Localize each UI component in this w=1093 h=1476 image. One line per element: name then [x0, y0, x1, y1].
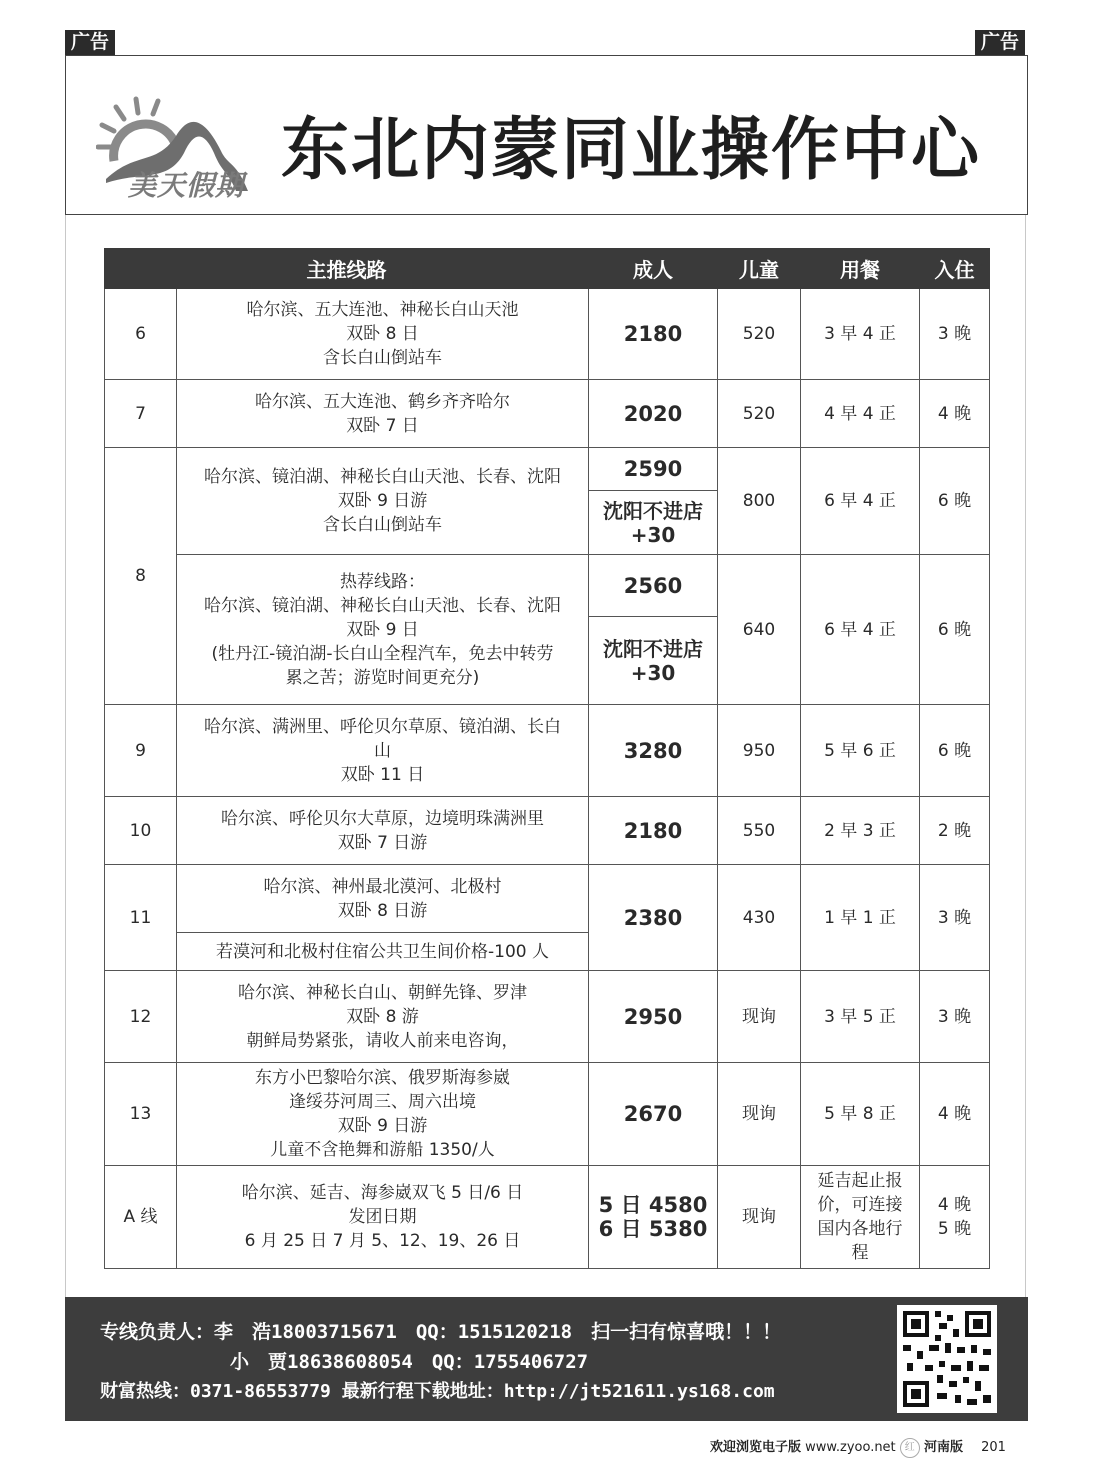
header-route: 主推线路	[105, 249, 589, 289]
stay-nights: 3 晚	[920, 289, 990, 380]
adult-price: 2560	[589, 555, 718, 617]
adult-price: 2180	[589, 797, 718, 865]
logo-text: 美天假期	[128, 169, 245, 202]
price-line: 6 日 5380	[598, 1217, 708, 1241]
route-description	[177, 555, 589, 705]
adult-price: 2020	[589, 380, 718, 448]
child-price: 640	[718, 555, 801, 705]
route-description	[177, 448, 589, 555]
bottom-bar	[710, 1436, 1006, 1458]
qr-code-icon[interactable]	[897, 1305, 997, 1413]
child-price: 430	[718, 865, 801, 971]
table-row	[105, 555, 990, 617]
meals	[801, 1166, 920, 1269]
price-note-line: +30	[630, 660, 676, 685]
route-description	[177, 1166, 589, 1269]
route-line: 东方小巴黎哈尔滨、俄罗斯海参崴	[255, 1068, 510, 1088]
route-line: 哈尔滨、神州最北漠河、北极村	[263, 876, 502, 897]
adult-price: 2180	[589, 289, 718, 380]
contact-line-1: 专线负责人：李 浩18003715671 QQ：1515120218 扫一扫有惊喜哦！！！	[100, 1321, 782, 1343]
price-note-line: 沈阳不进店	[603, 636, 703, 661]
child-price: 现询	[718, 971, 801, 1063]
adult-price	[589, 1166, 718, 1269]
stamp-icon: 红	[900, 1438, 920, 1458]
route-description	[177, 971, 589, 1063]
stay-nights: 6 晚	[920, 705, 990, 797]
route-line: 双卧 8 游	[346, 1006, 419, 1027]
table-row	[105, 971, 990, 1063]
child-price: 现询	[718, 1063, 801, 1166]
route-number: 11	[105, 865, 177, 971]
table-row	[105, 1063, 990, 1166]
route-line: 哈尔滨、五大连池、鹤乡齐齐哈尔	[255, 391, 510, 412]
route-description	[177, 797, 589, 865]
edition-label: 河南版	[923, 1440, 963, 1455]
stay-line: 4 晚	[937, 1195, 972, 1215]
meals-line: 国内各地行	[817, 1219, 903, 1239]
route-description	[177, 705, 589, 797]
table-row	[105, 705, 990, 797]
meals: 6 早 4 正	[801, 448, 920, 555]
meals: 5 早 8 正	[801, 1063, 920, 1166]
ad-tag-right: 广告	[975, 30, 1025, 55]
adult-price: 2590	[589, 448, 718, 491]
stay-nights: 3 晚	[920, 971, 990, 1063]
contact-line-2: 小 贾18638608054 QQ：1755406727	[230, 1351, 589, 1373]
child-price: 950	[718, 705, 801, 797]
route-line: 哈尔滨、延吉、海参崴双飞 5 日/6 日	[241, 1183, 524, 1203]
route-line: 哈尔滨、神秘长白山、朝鲜先锋、罗津	[238, 982, 527, 1003]
route-line: 发团日期	[348, 1207, 417, 1227]
route-number: 6	[105, 289, 177, 380]
stay-nights: 6 晚	[920, 448, 990, 555]
meals-line: 价，可连接	[817, 1195, 903, 1215]
route-description	[177, 289, 589, 380]
route-line: 双卧 7 日游	[337, 832, 428, 853]
route-number: 9	[105, 705, 177, 797]
table-header-row	[105, 249, 990, 289]
route-line: 朝鲜局势紧张，请收人前来电咨询，	[246, 1030, 519, 1051]
route-line: 6 月 25 日 7 月 5、12、19、26 日	[244, 1231, 521, 1251]
route-line: 双卧 7 日	[346, 415, 419, 436]
stay-nights: 2 晚	[920, 797, 990, 865]
route-line: (牡丹江-镜泊湖-长白山全程汽车，免去中转劳	[211, 643, 554, 664]
stay-nights: 3 晚	[920, 865, 990, 971]
stay-nights: 6 晚	[920, 555, 990, 705]
meals: 6 早 4 正	[801, 555, 920, 705]
routes-table	[104, 248, 990, 1269]
adult-price: 2670	[589, 1063, 718, 1166]
route-number: 7	[105, 380, 177, 448]
table-row	[105, 797, 990, 865]
route-line: 山	[374, 740, 391, 761]
route-number: 8	[105, 448, 177, 705]
adult-price: 2380	[589, 865, 718, 971]
stay-line: 5 晚	[937, 1219, 972, 1239]
meals: 5 早 6 正	[801, 705, 920, 797]
table-row	[105, 865, 990, 933]
stay-nights	[920, 1166, 990, 1269]
route-line: 双卧 8 日	[346, 324, 419, 344]
meals: 3 早 5 正	[801, 971, 920, 1063]
table-row	[105, 448, 990, 491]
welcome-text: 欢迎浏览电子版	[710, 1440, 802, 1455]
contact-footer	[65, 1297, 1028, 1421]
route-line: 哈尔滨、镜泊湖、神秘长白山天池、长春、沈阳	[204, 467, 561, 487]
price-note-line: +30	[630, 522, 676, 547]
header-meals: 用餐	[801, 249, 920, 289]
table-row	[105, 380, 990, 448]
meals: 1 早 1 正	[801, 865, 920, 971]
meals-line: 延吉起止报	[817, 1171, 903, 1191]
child-price: 520	[718, 289, 801, 380]
meals-line: 程	[851, 1243, 869, 1263]
adult-price-note	[589, 491, 718, 555]
site-link[interactable]: www.zyoo.net	[805, 1440, 896, 1455]
route-line: 逢绥芬河周三、周六出境	[289, 1092, 476, 1112]
route-description	[177, 865, 589, 933]
header-box	[65, 55, 1028, 215]
price-note-line: 沈阳不进店	[603, 498, 703, 523]
route-line: 哈尔滨、满洲里、呼伦贝尔草原、镜泊湖、长白	[204, 716, 561, 737]
route-note: 若漠河和北极村住宿公共卫生间价格-100 人	[177, 933, 589, 971]
stay-nights: 4 晚	[920, 1063, 990, 1166]
price-line: 5 日 4580	[598, 1193, 708, 1217]
child-price: 520	[718, 380, 801, 448]
meals: 4 早 4 正	[801, 380, 920, 448]
child-price: 550	[718, 797, 801, 865]
child-price: 现询	[718, 1166, 801, 1269]
route-line: 含长白山倒站车	[323, 348, 442, 368]
adult-price: 3280	[589, 705, 718, 797]
route-number: 10	[105, 797, 177, 865]
route-description	[177, 1063, 589, 1166]
route-number: 13	[105, 1063, 177, 1166]
header-adult: 成人	[589, 249, 718, 289]
route-line: 哈尔滨、五大连池、神秘长白山天池	[246, 300, 519, 320]
page-title: 东北内蒙同业操作中心	[281, 110, 982, 190]
contact-line-3: 财富热线：0371-86553779 最新行程下载地址：http://jt521611.ys168.com	[100, 1381, 775, 1402]
route-line: 双卧 9 日游	[337, 491, 428, 511]
adult-price: 2950	[589, 971, 718, 1063]
route-line: 儿童不含艳舞和游船 1350/人	[270, 1140, 495, 1160]
route-line: 双卧 9 日	[346, 619, 419, 640]
route-line: 哈尔滨、镜泊湖、神秘长白山天池、长春、沈阳	[204, 595, 561, 616]
header-stay: 入住	[920, 249, 990, 289]
route-line: 双卧 8 日游	[337, 900, 428, 921]
route-line: 热荐线路：	[340, 571, 425, 592]
route-description	[177, 380, 589, 448]
route-number: A 线	[105, 1166, 177, 1269]
ad-tag-left: 广告	[65, 30, 115, 55]
header-child: 儿童	[718, 249, 801, 289]
route-line: 含长白山倒站车	[323, 515, 442, 535]
route-number: 12	[105, 971, 177, 1063]
stay-nights: 4 晚	[920, 380, 990, 448]
meals: 2 早 3 正	[801, 797, 920, 865]
route-line: 双卧 9 日游	[337, 1116, 428, 1136]
route-line: 双卧 11 日	[340, 764, 425, 785]
adult-price-note	[589, 617, 718, 705]
route-line: 累之苦；游览时间更充分)	[285, 667, 480, 688]
table-row	[105, 289, 990, 380]
route-line: 哈尔滨、呼伦贝尔大草原，边境明珠满洲里	[221, 808, 544, 829]
child-price: 800	[718, 448, 801, 555]
meals: 3 早 4 正	[801, 289, 920, 380]
table-row	[105, 1166, 990, 1269]
page-number: 201	[981, 1440, 1006, 1455]
